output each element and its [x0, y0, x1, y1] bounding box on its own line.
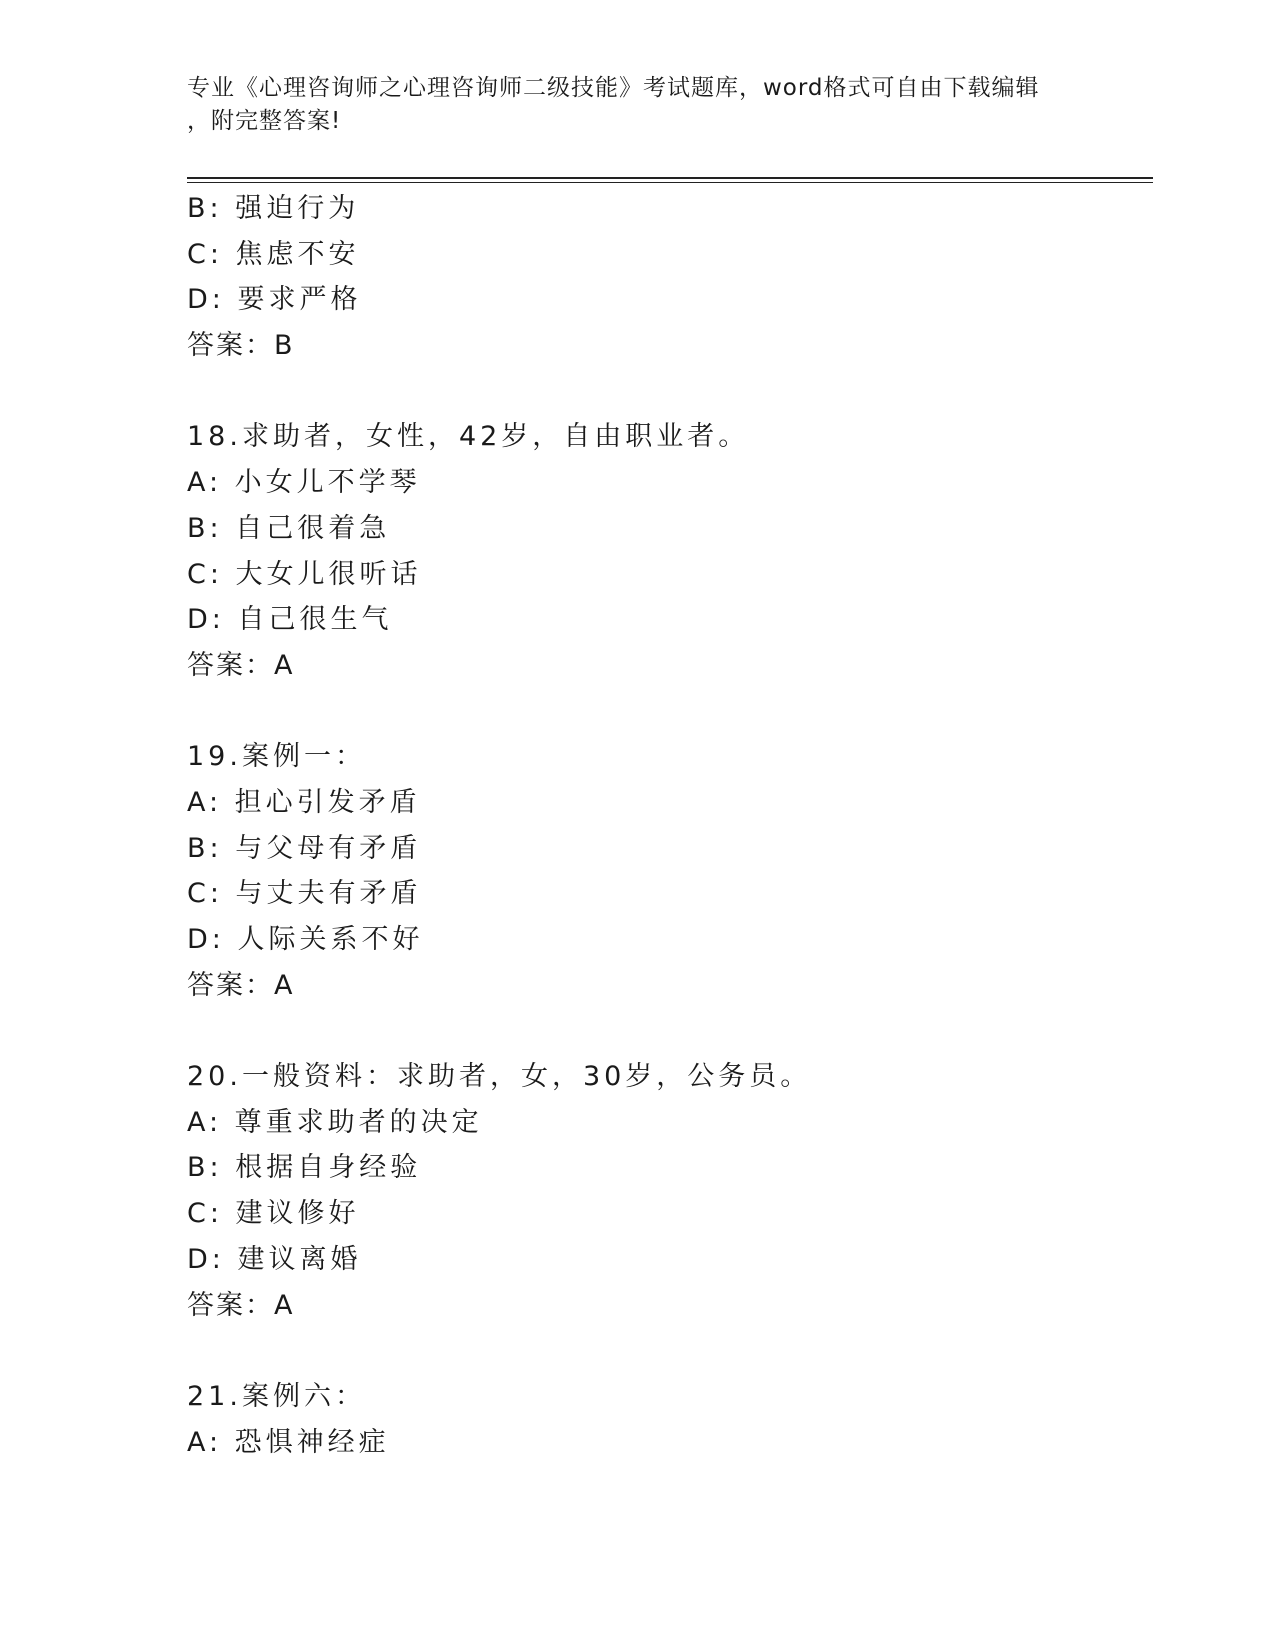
option-b: B: 自己很着急 — [187, 512, 391, 544]
option-c: C: 建议修好 — [187, 1198, 360, 1230]
spacer — [187, 1328, 1153, 1374]
header-rule-thick — [187, 177, 1153, 179]
option-b: B: 与父母有矛盾 — [187, 832, 422, 864]
option-a: A: 恐惧神经症 — [187, 1426, 390, 1458]
option-c: C: 大女儿很听话 — [187, 558, 422, 590]
header-rule-thin — [187, 182, 1153, 183]
question-text: 19.案例一： — [187, 741, 366, 773]
question-block-18 — [187, 414, 1153, 688]
header-line-1: 专业《心理咨询师之心理咨询师二级技能》考试题库，word格式可自由下载编辑 — [187, 75, 1040, 101]
option-c: C: 焦虑不安 — [187, 238, 360, 270]
answer-line: 答案：A — [187, 1289, 295, 1321]
question-text: 18.求助者，女性，42岁，自由职业者。 — [187, 421, 750, 453]
document-header — [187, 72, 1087, 138]
answer-line: 答案：B — [187, 330, 295, 362]
answer-line: 答案：A — [187, 649, 295, 681]
option-b: B: 根据自身经验 — [187, 1152, 422, 1184]
option-d: D: 要求严格 — [187, 284, 362, 316]
option-d: D: 建议离婚 — [187, 1243, 362, 1275]
option-d: D: 人际关系不好 — [187, 924, 424, 955]
option-a: A: 尊重求助者的决定 — [187, 1106, 483, 1138]
question-block-21 — [187, 1374, 1153, 1465]
question-block-20 — [187, 1054, 1153, 1328]
option-c: C: 与丈夫有矛盾 — [187, 878, 422, 910]
option-d: D: 自己很生气 — [187, 604, 393, 636]
spacer — [187, 689, 1153, 735]
spacer — [187, 1008, 1153, 1054]
option-a: A: 担心引发矛盾 — [187, 786, 421, 818]
spacer — [187, 369, 1153, 415]
header-line-2: ，附完整答案! — [187, 108, 342, 134]
question-list — [187, 186, 1153, 1465]
answer-line: 答案：A — [187, 969, 295, 1001]
option-b: B: 强迫行为 — [187, 193, 360, 224]
question-block-19 — [187, 734, 1153, 1008]
question-text: 20.一般资料：求助者，女，30岁，公务员。 — [187, 1061, 812, 1093]
option-a: A: 小女儿不学琴 — [187, 467, 421, 499]
question-text: 21.案例六： — [187, 1380, 366, 1412]
question-block-17 — [187, 186, 1153, 369]
